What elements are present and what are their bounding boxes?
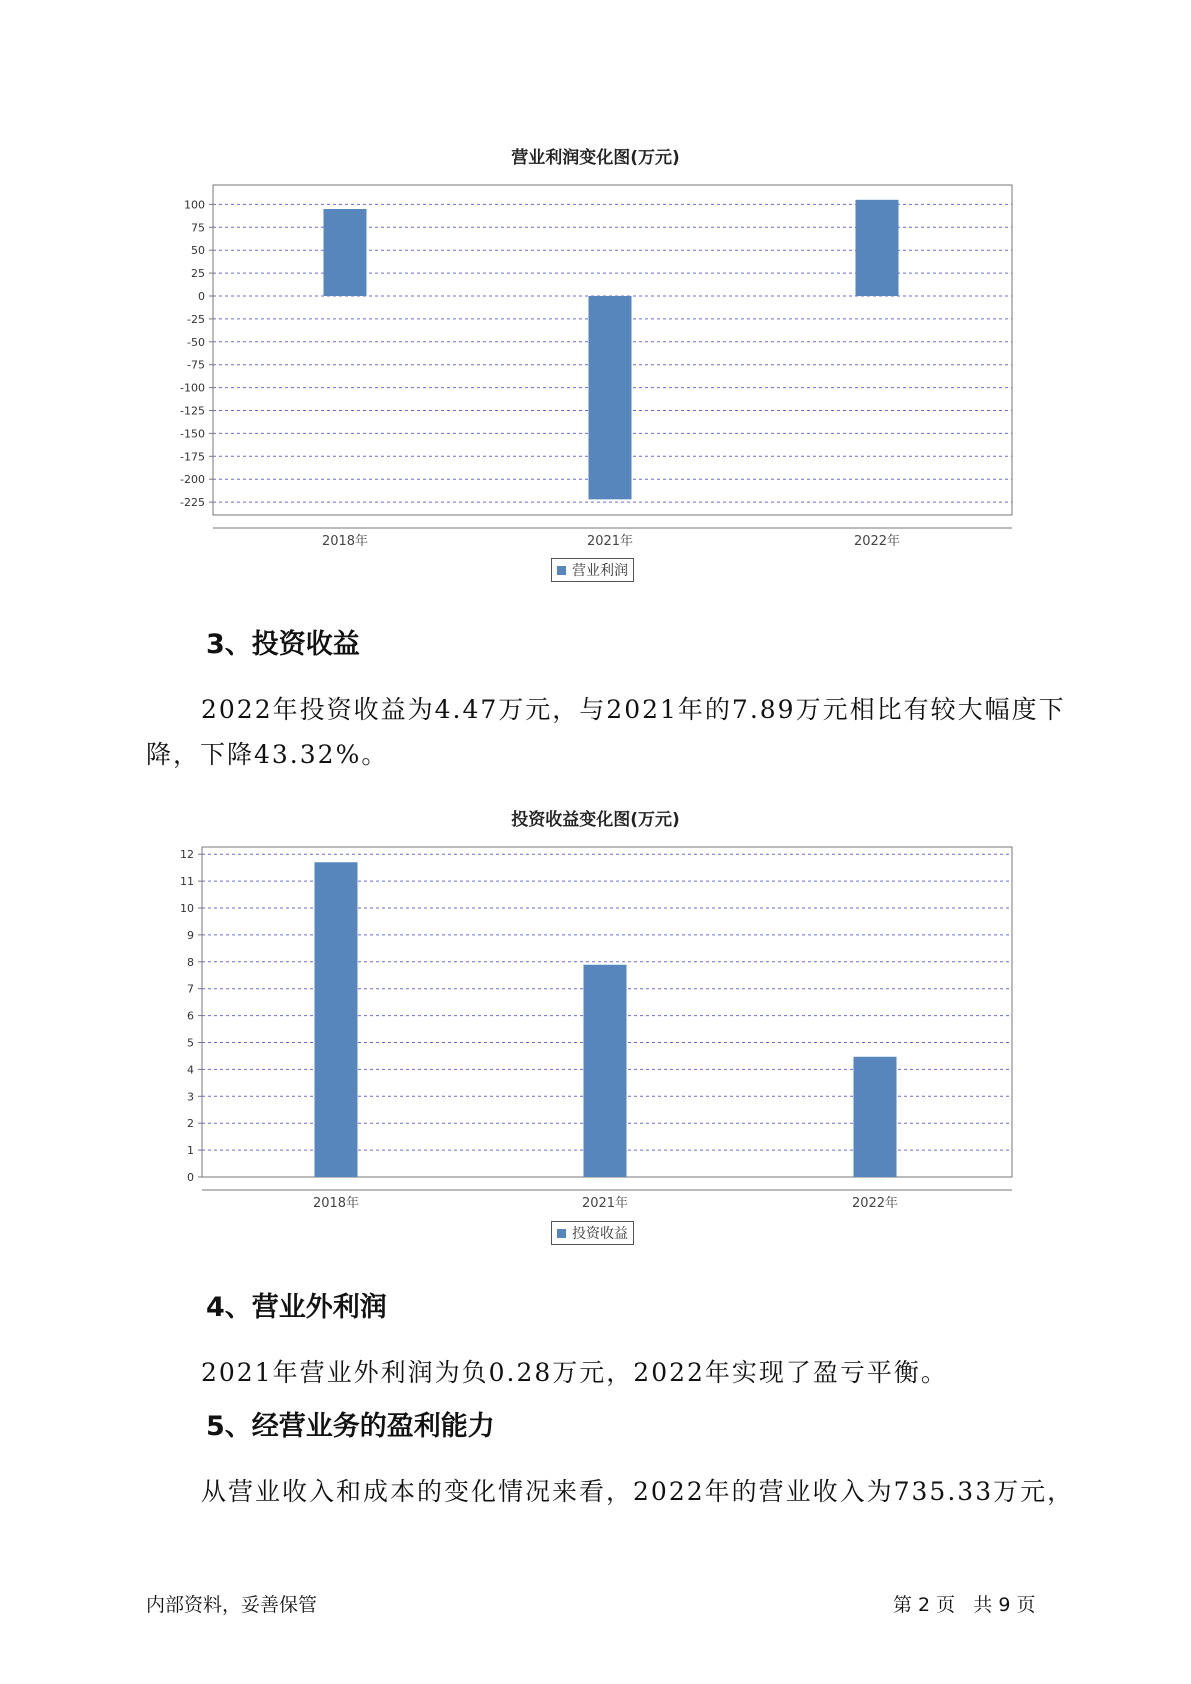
y-tick-label: 9 xyxy=(187,928,194,942)
x-tick-label: 2022年 xyxy=(851,1196,899,1211)
y-tick-label: 0 xyxy=(198,290,205,303)
bar-2021年 xyxy=(584,965,627,1177)
footer-page-number: 第 2 页 共 9 页 xyxy=(893,1594,1036,1616)
y-tick-label: 2 xyxy=(187,1117,194,1131)
chart-2-legend xyxy=(551,1221,634,1245)
x-tick-label: 2021年 xyxy=(581,1196,629,1211)
section-3-line-2: 降，下降43.32%。 xyxy=(146,740,389,769)
y-tick-label: 6 xyxy=(187,1009,194,1023)
bar-2018年 xyxy=(315,862,358,1177)
y-tick-label: -75 xyxy=(187,358,205,372)
y-tick-label: 10 xyxy=(180,902,194,915)
y-tick-label: 8 xyxy=(187,955,194,969)
chart-1 xyxy=(0,0,1191,560)
y-tick-label: 7 xyxy=(187,982,194,996)
y-tick-label: 75 xyxy=(191,221,205,235)
section-4-line-1: 2021年营业外利润为负0.28万元，2022年实现了盈亏平衡。 xyxy=(201,1358,948,1387)
section-3-line-1: 2022年投资收益为4.47万元，与2021年的7.89万元相比有较大幅度下 xyxy=(201,695,1066,724)
section-5-line-1: 从营业收入和成本的变化情况来看，2022年的营业收入为735.33万元， xyxy=(201,1477,1075,1506)
y-tick-label: 3 xyxy=(187,1090,194,1104)
y-tick-label: -50 xyxy=(187,335,205,349)
y-tick-label: -25 xyxy=(187,312,205,326)
section-3-heading: 3、投资收益 xyxy=(206,629,360,660)
bar-2022年 xyxy=(854,1057,897,1177)
bar-2018年 xyxy=(324,209,367,296)
chart-1-title: 营业利润变化图(万元) xyxy=(511,148,680,168)
legend-swatch xyxy=(557,1229,566,1238)
bar-2021年 xyxy=(589,296,632,499)
y-tick-label: -150 xyxy=(180,427,205,441)
y-tick-label: 4 xyxy=(187,1063,194,1077)
y-tick-label: 0 xyxy=(187,1171,194,1184)
y-tick-label: 11 xyxy=(180,875,194,889)
chart-2-title: 投资收益变化图(万元) xyxy=(511,810,680,830)
y-tick-label: 12 xyxy=(180,848,194,862)
x-tick-label: 2021年 xyxy=(586,534,634,549)
y-tick-label: -100 xyxy=(180,381,205,395)
chart-1-legend-label: 营业利润 xyxy=(572,563,628,579)
y-tick-label: -175 xyxy=(180,450,205,464)
chart-1-legend xyxy=(551,558,634,582)
y-tick-label: 50 xyxy=(191,244,205,258)
y-tick-label: 1 xyxy=(187,1144,194,1158)
footer-left: 内部资料，妥善保管 xyxy=(146,1594,318,1616)
legend-swatch xyxy=(557,566,566,575)
x-tick-label: 2018年 xyxy=(312,1196,360,1211)
y-tick-label: -225 xyxy=(180,496,205,510)
bar-2022年 xyxy=(856,200,899,296)
y-tick-label: -200 xyxy=(180,473,205,487)
y-tick-label: 5 xyxy=(187,1036,194,1050)
chart-2 xyxy=(0,830,1191,1230)
y-tick-label: 25 xyxy=(191,267,205,281)
section-4-heading: 4、营业外利润 xyxy=(206,1292,387,1323)
y-tick-label: -125 xyxy=(180,404,205,418)
y-tick-label: 100 xyxy=(184,198,205,212)
section-5-heading: 5、经营业务的盈利能力 xyxy=(206,1411,495,1442)
chart-2-legend-label: 投资收益 xyxy=(572,1226,628,1242)
x-tick-label: 2018年 xyxy=(321,534,369,549)
x-tick-label: 2022年 xyxy=(853,534,901,549)
